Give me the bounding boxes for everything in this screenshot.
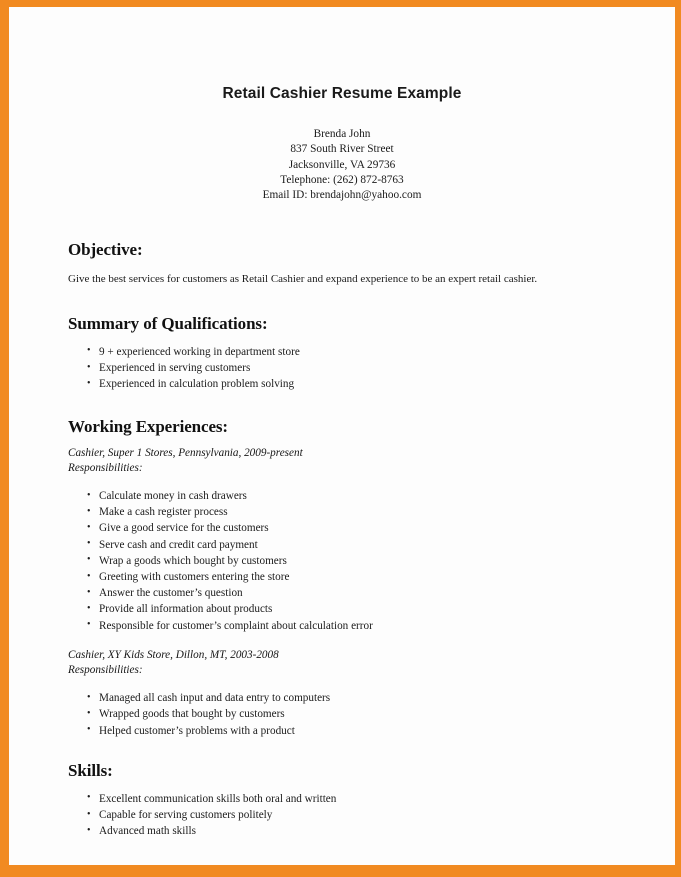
list-item: • Greeting with customers entering the store: [68, 569, 645, 585]
list-item: • Give a good service for the customers: [68, 520, 645, 536]
skills-heading: Skills:: [68, 760, 113, 780]
contact-name: Brenda John: [313, 128, 371, 140]
page-border-left: [0, 0, 9, 877]
contact-city-state-zip: Jacksonville, VA 29736: [288, 158, 396, 171]
list-item: • Responsible for customer’s complaint about calculation error: [68, 618, 645, 634]
list-item: • Serve cash and credit card payment: [68, 537, 645, 553]
page-title: Retail Cashier Resume Example: [222, 85, 462, 102]
list-item: • Experienced in calculation problem solving: [68, 376, 645, 392]
resume-paper: [9, 7, 675, 865]
page-border-top: [0, 0, 681, 7]
list-item: • Answer the customer’s question: [68, 585, 645, 601]
list-item: • 9 + experienced working in department store: [68, 344, 645, 360]
summary-list: [68, 344, 645, 393]
job-responsibilities-label: Responsibilities:: [68, 664, 143, 677]
summary-heading: Summary of Qualifications:: [68, 313, 268, 333]
job-title: Cashier, XY Kids Store, Dillon, MT, 2003-2008: [68, 648, 279, 661]
contact-street: 837 South River Street: [290, 143, 394, 156]
contact-telephone: Telephone: (262) 872-8763: [280, 173, 404, 186]
job-title: Cashier, Super 1 Stores, Pennsylvania, 2009-present: [68, 446, 303, 459]
experience-list: [68, 488, 645, 634]
experience-heading: Working Experiences:: [68, 416, 228, 436]
list-item: • Experienced in serving customers: [68, 360, 645, 376]
page-border-bottom: [0, 865, 681, 877]
list-item: • Advanced math skills: [68, 823, 645, 839]
list-item: • Make a cash register process: [68, 504, 645, 520]
section-objective: [9, 203, 675, 288]
objective-text: Give the best services for customers as Retail Cashier and expand experience to be an expert retail cashier.: [68, 273, 538, 286]
list-item: • Provide all information about products: [68, 601, 645, 617]
list-item: • Wrapped goods that bought by customers: [68, 706, 645, 722]
section-summary: [9, 288, 675, 393]
contact-block: [9, 103, 675, 203]
list-item: • Excellent communication skills both oral and written: [68, 791, 645, 807]
section-experience: [9, 393, 675, 739]
section-skills: [9, 739, 675, 840]
list-item: • Calculate money in cash drawers: [68, 488, 645, 504]
experience-list: [68, 690, 645, 739]
list-item: • Capable for serving customers politely: [68, 807, 645, 823]
list-item: • Wrap a goods which bought by customers: [68, 553, 645, 569]
skills-list: [68, 791, 645, 840]
resume-content: [9, 7, 675, 839]
objective-heading: Objective:: [68, 240, 143, 260]
list-item: • Managed all cash input and data entry to computers: [68, 690, 645, 706]
contact-email: Email ID: brendajohn@yahoo.com: [262, 189, 422, 202]
list-item: • Helped customer’s problems with a product: [68, 723, 645, 739]
page-border-right: [675, 0, 681, 877]
job-responsibilities-label: Responsibilities:: [68, 461, 143, 474]
